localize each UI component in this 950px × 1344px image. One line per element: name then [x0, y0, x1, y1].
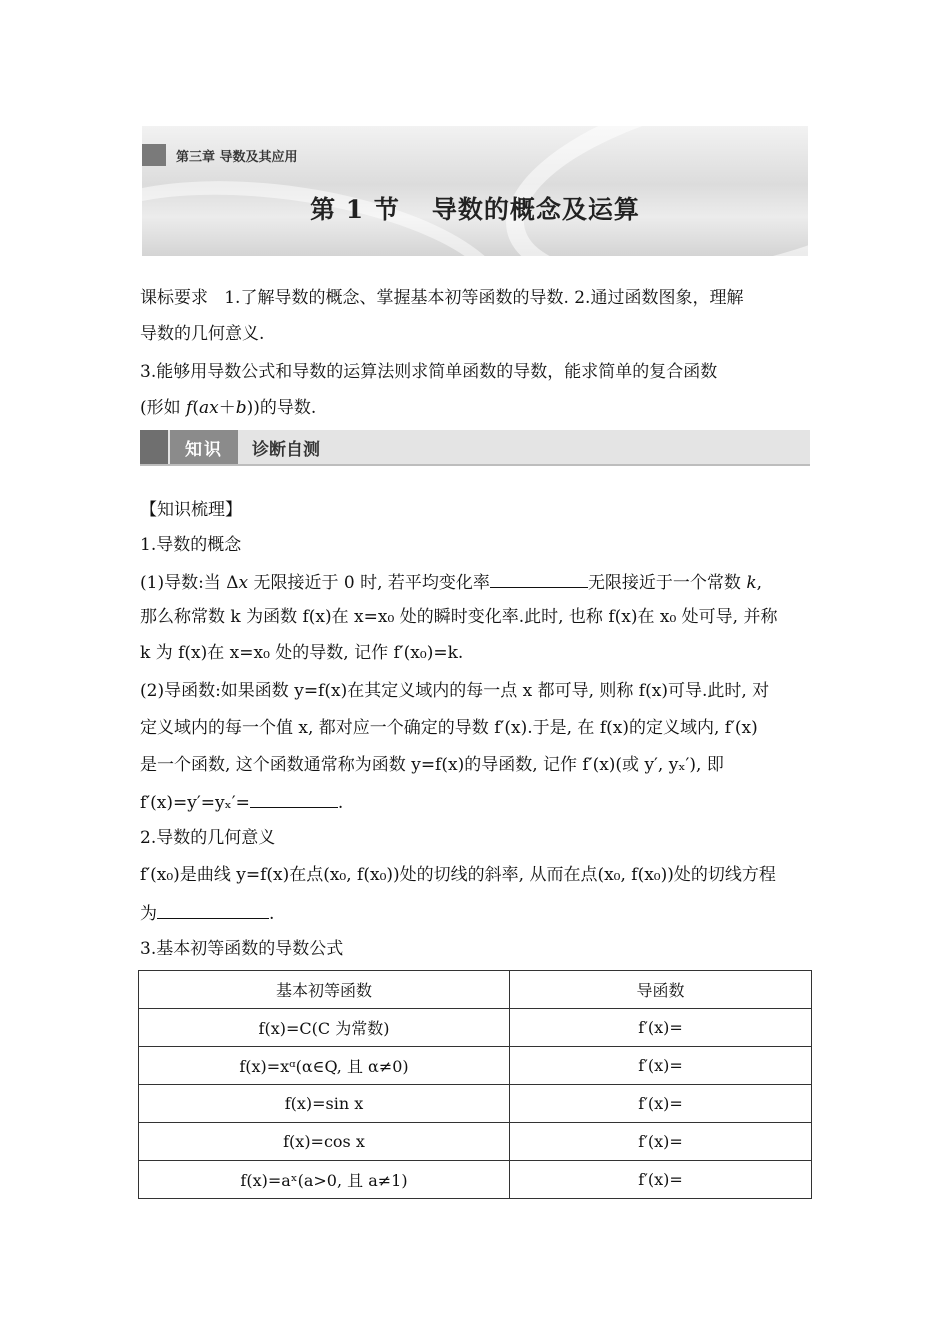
- table-header-cell: 导函数: [510, 971, 812, 1009]
- table-row: [139, 1047, 812, 1085]
- paragraph-line: [140, 791, 810, 813]
- math-symbol: b: [235, 398, 247, 418]
- text-fragment: (形如: [140, 398, 187, 418]
- text-fragment: 为: [140, 904, 157, 924]
- paragraph-line: 定义域内的每一个值 x, 都对应一个确定的导数 f′(x).于是, 在 f(x)的定义域内, f′(x): [140, 718, 758, 738]
- requirements-line-2: 导数的几何意义.: [140, 324, 265, 344]
- derivative-table: [138, 970, 812, 1199]
- text-fragment: (1)导数:当 Δ: [140, 573, 239, 593]
- text-fragment: ,: [756, 573, 763, 593]
- section-bar: [140, 430, 810, 466]
- table-cell: f(x)=cos x: [139, 1123, 510, 1161]
- table-header-cell: 基本初等函数: [139, 971, 510, 1009]
- text-fragment: f′(x)=y′=yₓ′=: [140, 793, 250, 813]
- text-fragment: ))的导数.: [246, 398, 317, 418]
- section-bar-block: [140, 430, 168, 464]
- paragraph-line: [140, 902, 810, 924]
- section-title: [142, 190, 808, 226]
- requirements-line-3: 3.能够用导数公式和导数的运算法则求简单函数的导数，能求简单的复合函数: [140, 362, 718, 382]
- section-bar-tag: 知识: [170, 430, 238, 464]
- text-fragment: 无限接近于 0 时, 若平均变化率: [248, 573, 490, 593]
- requirement-item-1: 1.了解导数的概念、掌握基本初等函数的导数. 2.通过函数图象，理解: [224, 288, 744, 308]
- requirements-line-4: [140, 398, 810, 418]
- chapter-tag-block: [142, 144, 166, 166]
- table-header-row: [139, 971, 812, 1009]
- math-symbol: k: [746, 573, 757, 593]
- chapter-label: 第三章 导数及其应用: [176, 149, 298, 165]
- table-cell-answer[interactable]: f′(x)=: [510, 1085, 812, 1123]
- chapter-tag: [142, 144, 298, 166]
- knowledge-heading: 【知识梳理】: [140, 500, 242, 520]
- table-row: [139, 1161, 812, 1199]
- paragraph-line: f′(x₀)是曲线 y=f(x)在点(x₀, f(x₀))处的切线的斜率, 从而在点(x₀, f(x₀))处的切线方程: [140, 865, 776, 885]
- table-cell: f(x)=sin x: [139, 1085, 510, 1123]
- section-number: 第 1 节: [310, 195, 400, 224]
- table-cell-answer[interactable]: f′(x)=: [510, 1009, 812, 1047]
- requirements-label: 课标要求: [140, 288, 208, 308]
- paragraph-line: 那么称常数 k 为函数 f(x)在 x=x₀ 处的瞬时变化率.此时, 也称 f(x)在 x₀ 处可导, 并称: [140, 607, 778, 627]
- math-symbol: x: [238, 573, 249, 593]
- math-symbol: ax: [198, 398, 219, 418]
- text-fragment: 无限接近于一个常数: [587, 573, 747, 593]
- table-cell: f(x)=aˣ(a>0, 且 a≠1): [139, 1161, 510, 1199]
- table-row: [139, 1009, 812, 1047]
- table-cell-answer[interactable]: f′(x)=: [510, 1047, 812, 1085]
- text-fragment: .: [269, 904, 275, 924]
- table-cell-answer[interactable]: f′(x)=: [510, 1161, 812, 1199]
- fill-in-blank[interactable]: [157, 902, 269, 919]
- table-row: [139, 1123, 812, 1161]
- subsection-title-1: 1.导数的概念: [140, 535, 242, 555]
- section-banner: [142, 126, 808, 256]
- subsection-title-3: 3.基本初等函数的导数公式: [140, 939, 344, 959]
- paragraph-line: (2)导函数:如果函数 y=f(x)在其定义域内的每一点 x 都可导, 则称 f(x)可导.此时, 对: [140, 681, 770, 701]
- text-fragment: ＋: [218, 398, 236, 418]
- text-fragment: .: [337, 793, 344, 813]
- section-bar-label: 诊断自测: [252, 439, 320, 460]
- subsection-title-2: 2.导数的几何意义: [140, 828, 276, 848]
- text-fragment: (: [192, 398, 199, 418]
- math-symbol: f: [186, 398, 193, 418]
- paragraph-line: 是一个函数, 这个函数通常称为函数 y=f(x)的导函数, 记作 f′(x)(或 y′, yₓ′), 即: [140, 755, 724, 775]
- table-cell: f(x)=C(C 为常数): [139, 1009, 510, 1047]
- section-name: 导数的概念及运算: [431, 195, 640, 224]
- table-row: [139, 1085, 812, 1123]
- fill-in-blank[interactable]: [250, 791, 338, 808]
- fill-in-blank[interactable]: [490, 571, 588, 588]
- table-cell: f(x)=xᵅ(α∈Q, 且 α≠0): [139, 1047, 510, 1085]
- requirements-line-1: [140, 288, 810, 308]
- paragraph-line: [140, 571, 810, 593]
- paragraph-line: k 为 f(x)在 x=x₀ 处的导数, 记作 f′(x₀)=k.: [140, 643, 464, 663]
- table-cell-answer[interactable]: f′(x)=: [510, 1123, 812, 1161]
